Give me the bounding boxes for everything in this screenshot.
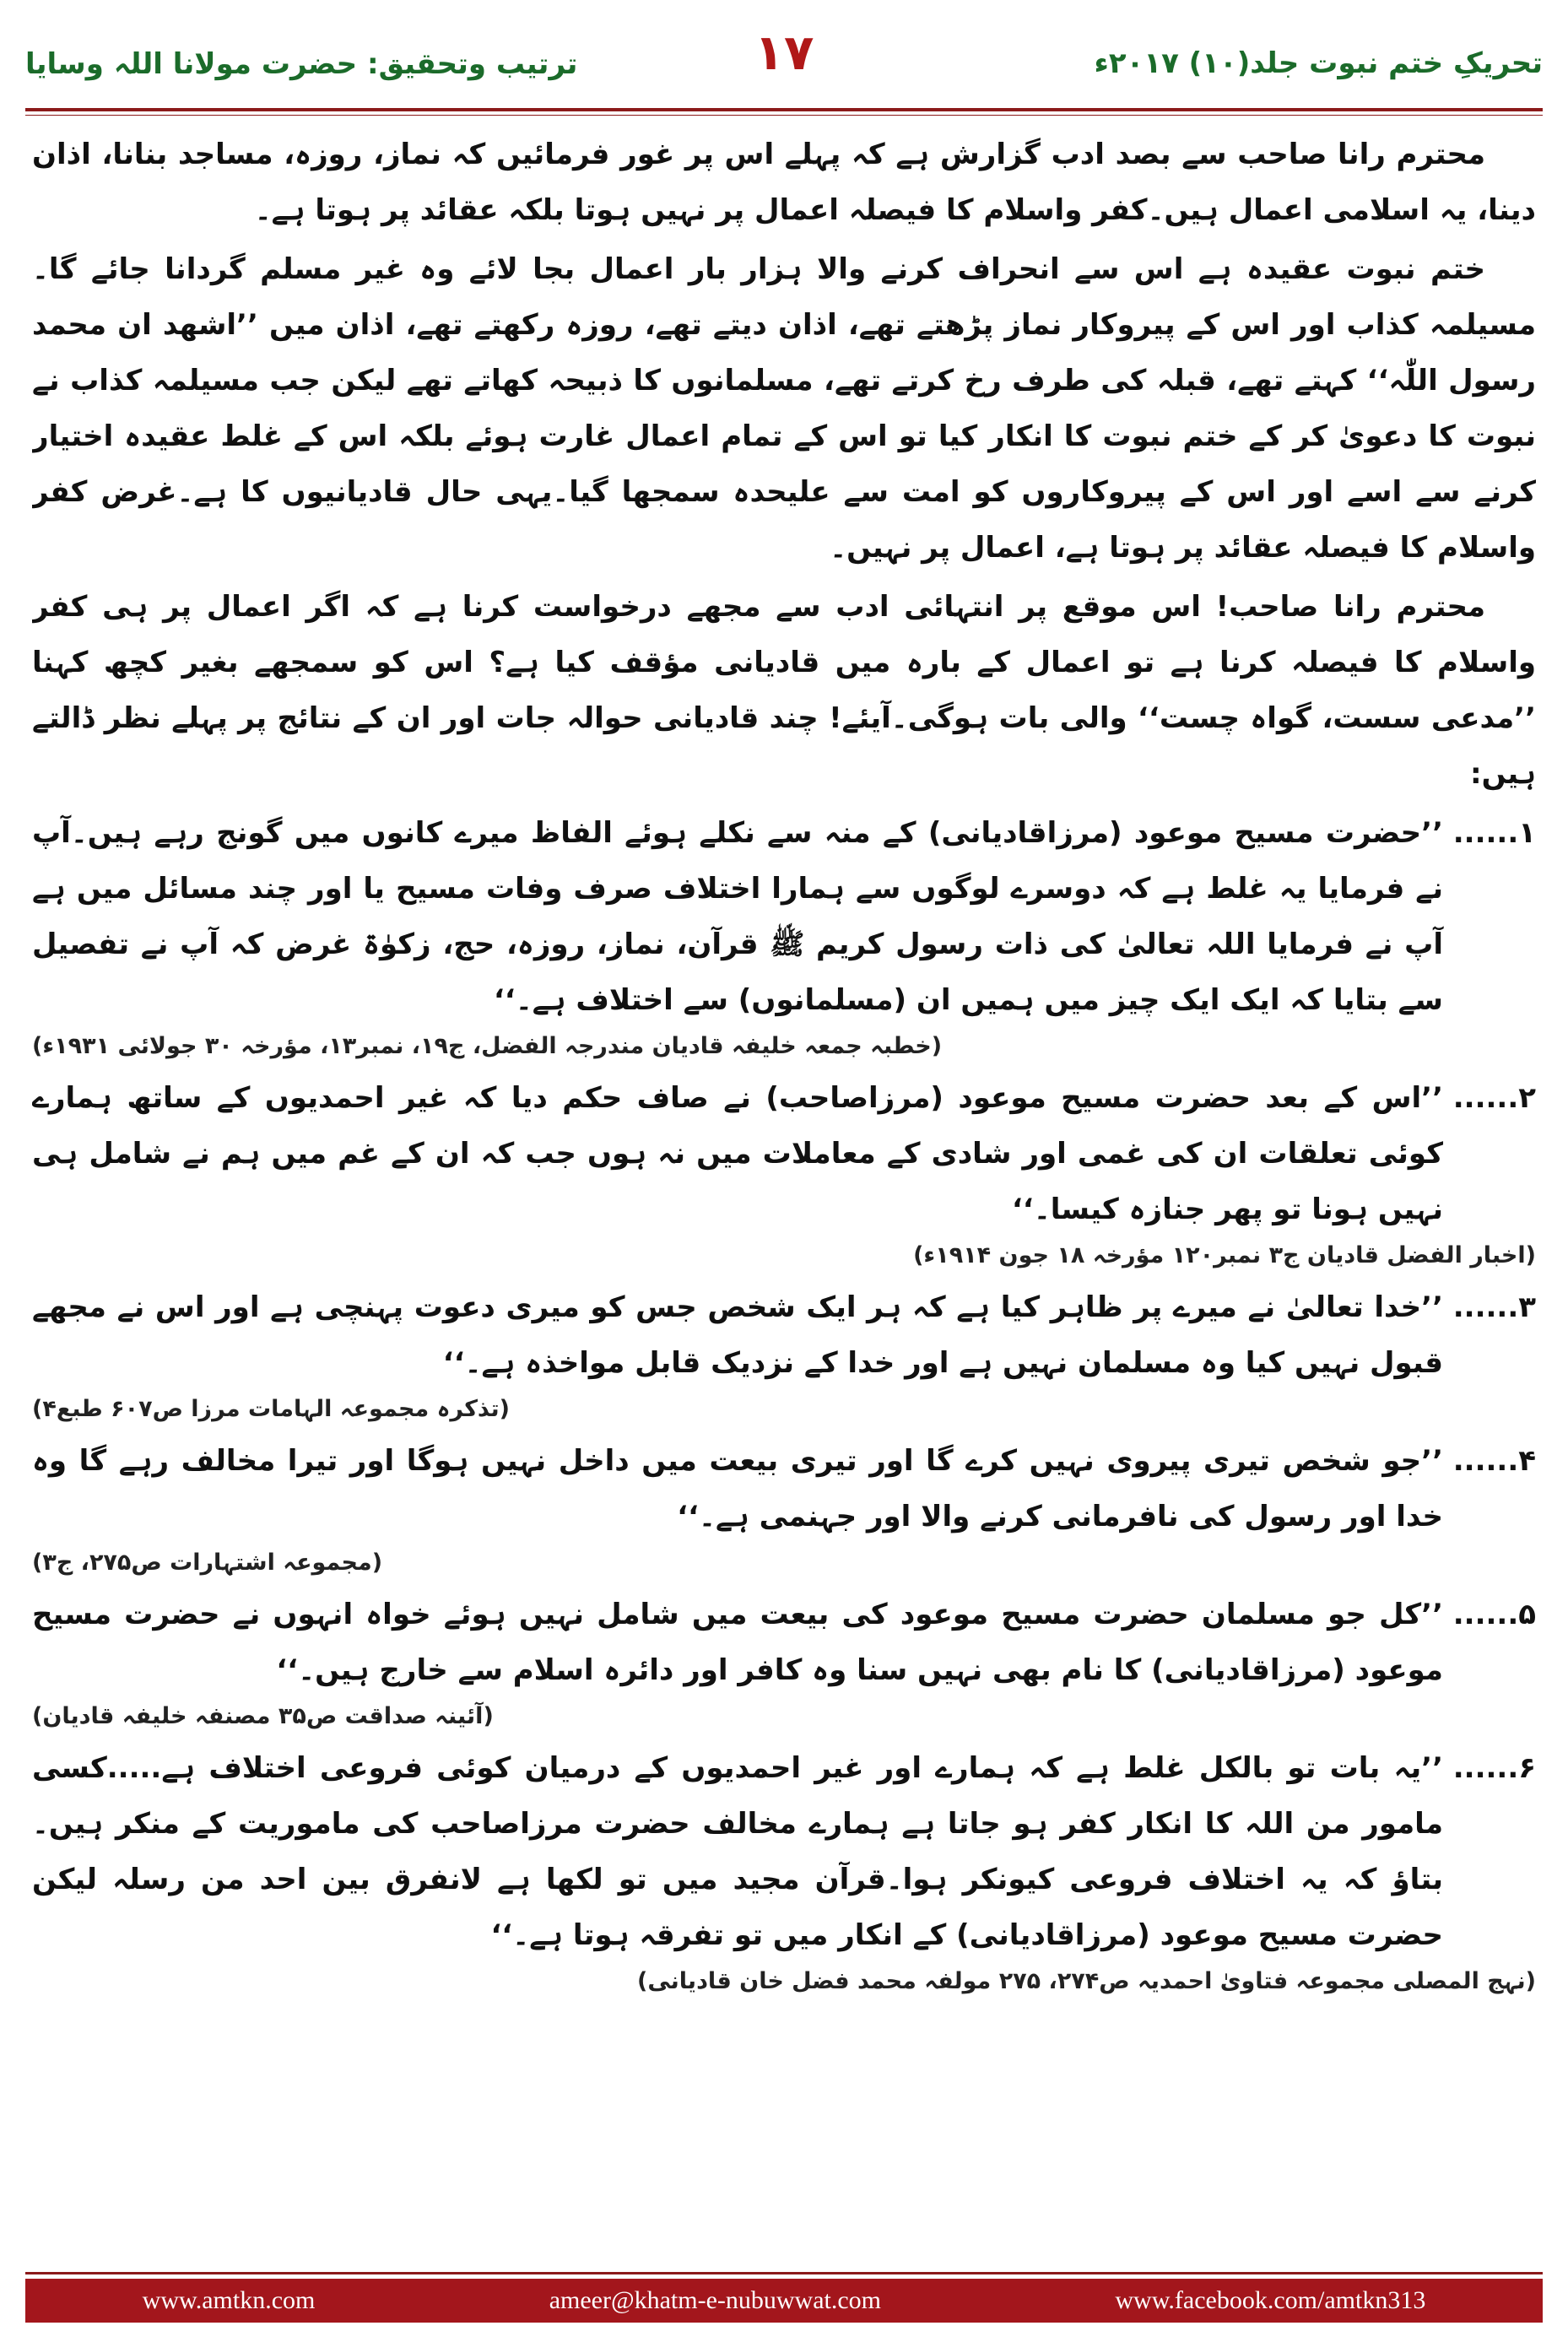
header-rule-thin (25, 115, 1543, 116)
quote-item-2 (32, 1070, 1536, 1237)
quote-reference: (نہج المصلی مجموعہ فتاویٰ احمدیہ ص۲۷۴، ۲۷۵ مولفہ محمد فضل خان قادیانی) (637, 1968, 1536, 1994)
header-compiler: ترتیب وتحقیق: حضرت مولانا اللہ وسایا (25, 46, 578, 81)
quote-reference: (مجموعہ اشتہارات ص۲۷۵، ج۳) (32, 1550, 383, 1576)
header-book-title: تحریکِ ختم نبوت جلد(۱۰) ۲۰۱۷ء (1094, 46, 1543, 80)
header-rule (25, 108, 1543, 111)
quote-text: ’’خدا تعالیٰ نے میرے پر ظاہر کیا ہے کہ ہر ایک شخص جس کو میری دعوت پہنچی ہے اور اس نے مجھے قبول نہیں کیا وہ مسلمان نہیں ہے اور خدا کے نزدیک قابل مواخذہ ہے۔‘‘ (32, 1290, 1443, 1380)
quote-reference: (تذکرہ مجموعہ الہامات مرزا ص۶۰۷ طبع۴) (32, 1396, 511, 1422)
quote-item-4 (32, 1433, 1536, 1544)
quote-number: ۵...... (1452, 1598, 1536, 1631)
quote-item-5 (32, 1587, 1536, 1698)
quote-number: ۴...... (1452, 1444, 1536, 1478)
quote-text: ’’یہ بات تو بالکل غلط ہے کہ ہمارے اور غیر احمدیوں کے درمیان کوئی فروعی اختلاف ہے.....کسی مامور من اللہ کا انکار کفر ہو جاتا ہے ہمارے مخالف حضرت مرزاصاحب کی ماموریت کے منکر ہیں۔بتاؤ کہ یہ اختلاف فروعی کیونکر ہوا۔قرآن مجید میں تو لکھا ہے لانفرق بین احد من رسلہ لیکن حضرت مسیح موعود (مرزاقادیانی) کے انکار میں تو تفرقہ ہوتا ہے۔‘‘ (32, 1751, 1443, 1952)
page-footer (25, 2279, 1543, 2323)
footer-website-link[interactable]: www.amtkn.com (142, 2286, 316, 2314)
quote-reference: (اخبار الفضل قادیان ج۳ نمبر۱۲۰ مؤرخہ ۱۸ جون ۱۹۱۴ء) (913, 1242, 1536, 1268)
quote-number: ۳...... (1452, 1290, 1536, 1324)
paragraph-1: محترم رانا صاحب سے بصد ادب گزارش ہے کہ پہلے اس پر غور فرمائیں کہ نماز، روزہ، مساجد بنانا، اذان دینا، یہ اسلامی اعمال ہیں۔کفر واسلام کا فیصلہ اعمال پر نہیں ہوتا بلکہ عقائد پر ہوتا ہے۔ (32, 138, 1536, 227)
page-header (25, 17, 1543, 110)
quote-text: ’’حضرت مسیح موعود (مرزاقادیانی) کے منہ سے نکلے ہوئے الفاظ میرے کانوں میں گونج رہے ہیں۔آپ نے فرمایا یہ غلط ہے کہ دوسرے لوگوں سے ہمارا اختلاف صرف وفات مسیح یا اور چند مسائل میں ہے آپ نے فرمایا اللہ تعالیٰ کی ذات رسول کریم ﷺ قرآن، نماز، روزہ، حج، زکوٰۃ غرض کہ آپ نے تفصیل سے بتایا کہ ایک ایک چیز میں ہمیں ان (مسلمانوں) سے اختلاف ہے۔‘‘ (32, 816, 1443, 1017)
footer-facebook-link[interactable]: www.facebook.com/amtkn313 (1115, 2286, 1426, 2314)
paragraph-2: ختم نبوت عقیدہ ہے اس سے انحراف کرنے والا ہزار بار اعمال بجا لائے وہ غیر مسلم گردانا جائے گا۔مسیلمہ کذاب اور اس کے پیروکار نماز پڑھتے تھے، اذان دیتے تھے، روزہ رکھتے تھے، اذان میں ’’اشھد ان محمد رسول اللّٰہ‘‘ کہتے تھے، قبلہ کی طرف رخ کرتے تھے، مسلمانوں کا ذبیحہ کھاتے تھے لیکن جب مسیلمہ کذاب نے نبوت کا دعویٰ کر کے ختم نبوت کا انکار کیا تو اس کے تمام اعمال غارت ہوئے بلکہ اس کے غلط عقیدہ اختیار کرنے سے اسے اور اس کے پیروکاروں کو امت سے علیحدہ سمجھا گیا۔یہی حال قادیانیوں کا ہے۔غرض کفر واسلام کا فیصلہ عقائد پر ہوتا ہے، اعمال پر نہیں۔ (32, 252, 1536, 565)
quote-number: ۲...... (1452, 1081, 1536, 1115)
quote-number: ۶...... (1452, 1751, 1536, 1785)
quote-reference: (خطبہ جمعہ خلیفہ قادیان مندرجہ الفضل، ج۱۹، نمبر۱۳، مؤرخہ ۳۰ جولائی ۱۹۳۱ء) (32, 1033, 943, 1059)
quote-number: ۱...... (1452, 816, 1536, 850)
quote-reference: (آئینہ صداقت ص۳۵ مصنفہ خلیفہ قادیان) (32, 1703, 494, 1729)
footer-rule (25, 2272, 1543, 2274)
page-number: ۱۷ (754, 24, 814, 81)
quote-text: ’’کل جو مسلمان حضرت مسیح موعود کی بیعت میں شامل نہیں ہوئے خواہ انہوں نے حضرت مسیح موعود (مرزاقادیانی) کا نام بھی نہیں سنا وہ کافر اور دائرہ اسلام سے خارج ہیں۔‘‘ (32, 1598, 1443, 1687)
quote-text: ’’جو شخص تیری پیروی نہیں کرے گا اور تیری بیعت میں داخل نہیں ہوگا اور تیرا مخالف رہے گا وہ خدا اور رسول کی نافرمانی کرنے والا اور جہنمی ہے۔‘‘ (32, 1444, 1443, 1533)
quote-item-6 (32, 1740, 1536, 1963)
quote-item-1 (32, 805, 1536, 1028)
quote-text: ’’اس کے بعد حضرت مسیح موعود (مرزاصاحب) نے صاف حکم دیا کہ غیر احمدیوں کے ساتھ ہمارے کوئی تعلقات ان کی غمی اور شادی کے معاملات میں نہ ہوں جب کہ ان کے غم میں ہم نے شامل ہی نہیں ہونا تو پھر جنازہ کیسا۔‘‘ (32, 1081, 1443, 1226)
footer-email-link[interactable]: ameer@khatm-e-nubuwwat.com (549, 2286, 882, 2314)
quote-item-3 (32, 1279, 1536, 1391)
page-body (32, 127, 1536, 2253)
paragraph-3: محترم رانا صاحب! اس موقع پر انتہائی ادب سے مجھے درخواست کرنا ہے کہ اگر اعمال پر ہی کفر واسلام کا فیصلہ کرنا ہے تو اعمال کے بارہ میں قادیانی مؤقف کیا ہے؟ اس کو سمجھے بغیر کچھ کہنا ’’مدعی سست، گواہ چست‘‘ والی بات ہوگی۔آیئے! چند قادیانی حوالہ جات اور ان کے نتائج پر پہلے نظر ڈالتے ہیں: (32, 590, 1536, 791)
